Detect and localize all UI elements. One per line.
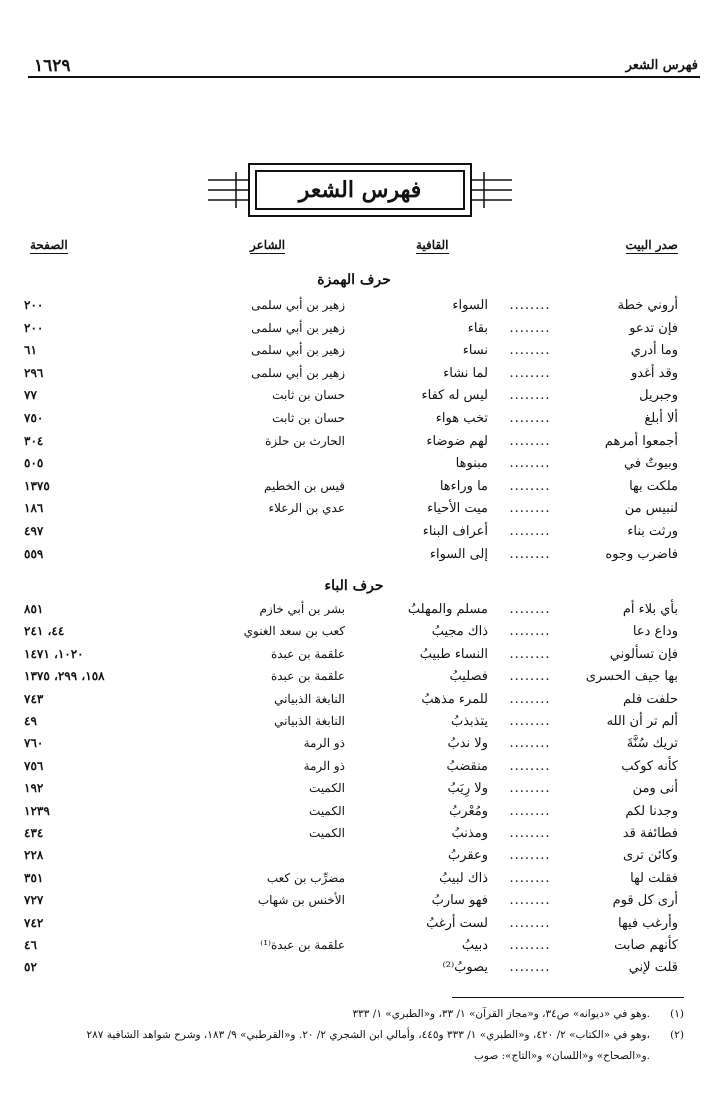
leader-dots: ........ [509, 298, 551, 313]
poet-name: حسان بن ثابت [272, 411, 345, 425]
page-reference: ٥٥٩ [24, 546, 44, 561]
running-header [28, 52, 700, 78]
index-row [0, 781, 708, 803]
page-reference: ٧٦٠ [24, 736, 44, 751]
column-first-label: صدر البيت [625, 238, 678, 252]
page-reference: ٥٢ [24, 960, 37, 975]
page-reference: ٥٠٥ [24, 456, 44, 471]
poet-name: علقمة بن عبدة [270, 669, 345, 684]
page-reference: ٧٥٦ [24, 758, 44, 773]
page-reference: ٤٤، ٢٤١ [24, 624, 65, 639]
verse-opening: ورثت بناء [627, 524, 678, 539]
rhyme-word: النساء طبيبُ [419, 646, 488, 662]
poet-name: علقمة بن عبدة [270, 646, 345, 661]
rhyme-word: للمرء مذهبُ [421, 691, 488, 707]
page-reference: ١٩٢ [24, 781, 44, 796]
leader-dots: ........ [509, 433, 551, 449]
page-reference: ٧٥٠ [24, 411, 44, 425]
leader-dots: ........ [509, 736, 551, 752]
column-rhyme-label: القافية [416, 238, 449, 252]
index-row [0, 602, 708, 624]
poet-name: عدي بن الرعلاء [268, 501, 345, 516]
verse-opening: كأنهم صابت [614, 938, 678, 953]
leader-dots: ........ [509, 826, 551, 841]
leader-dots: ........ [509, 938, 551, 953]
index-row [0, 736, 708, 758]
rhyme-word: السواء [452, 298, 488, 313]
index-row [0, 434, 708, 456]
footnote-rule [452, 997, 684, 998]
page-reference: ١٢٣٩ [24, 803, 50, 818]
page-reference: ٣٥١ [24, 870, 44, 885]
verse-opening: تريك سُنَّةَ [626, 736, 678, 752]
rhyme-word: تخب هواء [435, 411, 488, 426]
index-row [0, 411, 708, 433]
verse-opening: ملكت بها [629, 478, 678, 494]
page-reference: ٤٩ [24, 714, 37, 728]
footnote-2-number: (٢) [670, 1029, 684, 1041]
index-row [0, 388, 708, 410]
poet-name: زهير بن أبي سلمى [251, 298, 345, 312]
section-heading: حرف الباء [324, 578, 384, 594]
leader-dots: ........ [509, 411, 551, 426]
page-reference: ٤٩٧ [24, 524, 44, 538]
leader-dots: ........ [509, 365, 551, 381]
poet-name: حسان بن ثابت [272, 388, 345, 403]
verse-opening: كأنه كوكب [621, 758, 678, 774]
column-poet-label: الشاعر [250, 238, 286, 252]
index-row [0, 547, 708, 569]
verse-opening: فاضرب وجوه [605, 546, 678, 562]
leader-dots: ........ [509, 803, 551, 819]
footnote-1-text: وهو في «ديوانه» ص٣٤، و«مجاز القرآن» ١/ ٣٣، و«الطبري» ١/ ٣٣٣. [352, 1008, 650, 1020]
page-reference: ١٣٧٥ [24, 478, 50, 493]
rhyme-word: بقاء [467, 320, 488, 336]
leader-dots: ........ [509, 343, 551, 359]
verse-opening: وقد أغدو [631, 365, 678, 381]
leader-dots: ........ [509, 388, 551, 404]
rhyme-word: ولا رِيَبُ [447, 781, 488, 797]
index-row [0, 669, 708, 691]
poet-name: ذو الرمة [303, 736, 345, 751]
poet-name: زهير بن أبي سلمى [251, 365, 345, 380]
verse-opening: ألم تر أن الله [606, 714, 678, 729]
rhyme-word: أعراف البناء [422, 524, 488, 539]
rhyme-word: ومذنبُ [451, 826, 488, 841]
index-row [0, 916, 708, 938]
page-reference: ٢٢٨ [24, 848, 44, 863]
title-box-outer [248, 163, 472, 217]
index-row [0, 893, 708, 915]
leader-dots: ........ [509, 893, 551, 909]
leader-dots: ........ [509, 714, 551, 729]
rhyme-word: دبيبُ [461, 938, 488, 953]
page-reference: ٧٤٢ [24, 915, 44, 930]
rhyme-word: ذاك مجيبُ [431, 624, 488, 640]
leader-dots: ........ [509, 478, 551, 494]
verse-opening: وجبريل [639, 388, 678, 404]
rhyme-word: يتذبذبُ [450, 714, 488, 729]
rhyme-word: منقضبُ [446, 758, 488, 774]
rhyme-word: نساء [462, 343, 488, 359]
verse-opening: بها جيف الحسرى [585, 669, 678, 685]
verse-opening: قلت لإني [628, 960, 678, 976]
poet-name: الكميت [309, 803, 345, 818]
poet-name: الكميت [309, 826, 345, 840]
index-row [0, 479, 708, 501]
rhyme-word: لما نشاء [443, 365, 488, 381]
page-reference: ٧٤٣ [24, 691, 44, 706]
index-row [0, 938, 708, 960]
rhyme-word: ذاك لبيبُ [439, 870, 488, 886]
rhyme-word: إلى السواء [429, 546, 488, 562]
column-header-first [626, 238, 678, 252]
verse-opening: وداع دعا [632, 624, 678, 640]
page-reference: ٢٩٦ [24, 365, 44, 380]
index-row [0, 524, 708, 546]
poet-name: قيس بن الخطيم [264, 478, 345, 493]
leader-dots: ........ [509, 669, 551, 685]
verse-opening: لنبيس من [624, 501, 678, 517]
leader-dots: ........ [509, 848, 551, 864]
rhyme-word: فهو ساربُ [431, 893, 488, 909]
poet-name: الأخنس بن شهاب [257, 893, 345, 908]
index-row [0, 298, 708, 320]
page-reference: ٣٠٤ [24, 433, 44, 448]
page-title: فهرس الشعر [255, 170, 465, 210]
leader-dots: ........ [509, 456, 551, 472]
section-heading: حرف الهمزة [317, 272, 391, 288]
verse-opening: وأرغب فيها [618, 915, 678, 931]
poet-name: كعب بن سعد الغنوي [243, 624, 345, 639]
index-row [0, 960, 708, 982]
verse-opening: حلفت فلم [623, 691, 678, 707]
page-reference: ٨٥١ [24, 602, 44, 616]
poet-name: زهير بن أبي سلمى [251, 320, 345, 335]
footnote-2-text: وهو في «الكتاب» ٢/ ٤٢٠، و«الطبري» ١/ ٣٣٣ و٤٤٥، وأمالي ابن الشجري ٢/ ٢٠. و«القرطبي» ٩/ ١٨٣، وشرح شواهد الشافية ٢٨٧، [86, 1029, 650, 1041]
rhyme-word: ولا ندبُ [447, 736, 488, 752]
index-row [0, 624, 708, 646]
leader-dots: ........ [509, 781, 551, 797]
verse-opening: وجدنا لكم [625, 803, 678, 819]
running-title: فهرس الشعر [625, 58, 698, 73]
page-reference: ٧٢٧ [24, 893, 44, 908]
index-row [0, 456, 708, 478]
verse-opening: وبيوتٌ في [624, 456, 678, 472]
index-row [0, 759, 708, 781]
page-reference: ١٠٢٠، ١٤٧١ [24, 646, 84, 661]
page-reference: ١٨٦ [24, 501, 44, 516]
index-row [0, 501, 708, 523]
page-reference: ٦١ [24, 343, 37, 358]
verse-opening: فإن تدعو [629, 320, 678, 336]
poet-name: بشر بن أبي خازم [259, 602, 345, 616]
index-row [0, 871, 708, 893]
rhyme-word: ميت الأحياء [427, 501, 488, 517]
verse-opening: أنى ومن [632, 781, 678, 797]
page-reference: ٢٠٠ [24, 298, 44, 312]
index-row [0, 804, 708, 826]
rhyme-word: فصليبُ [449, 669, 488, 685]
rhyme-word: ومُعْربُ [449, 803, 488, 819]
page-reference: ١٥٨، ٢٩٩، ١٣٧٥ [24, 669, 105, 684]
column-page-label: الصفحة [30, 238, 68, 252]
column-header-page [30, 238, 68, 252]
verse-opening: وكائن ترى [622, 848, 678, 864]
rhyme-word: مسلم والمهلبُ [407, 602, 488, 617]
leader-dots: ........ [509, 691, 551, 707]
rhyme-word: ليس له كفاء [421, 388, 488, 404]
rhyme-word: لست أرغبُ [426, 915, 488, 931]
verse-opening: ألا أبلغ [644, 411, 678, 426]
page-reference: ٤٣٤ [24, 826, 44, 840]
rhyme-word: ما وراءها [439, 478, 488, 494]
leader-dots: ........ [509, 960, 551, 976]
leader-dots: ........ [509, 524, 551, 539]
verse-opening: وما أدري [630, 343, 678, 359]
poet-name: علقمة بن عبدة⁽¹⁾ [260, 938, 345, 952]
index-row [0, 826, 708, 848]
rhyme-word: يصوبُ⁽²⁾ [442, 960, 488, 976]
poet-name: النابغة الذبياني [274, 691, 345, 706]
verse-opening: بأي بلاء أم [622, 602, 678, 617]
rhyme-word: وعقربُ [447, 848, 488, 864]
index-row [0, 343, 708, 365]
leader-dots: ........ [509, 915, 551, 931]
leader-dots: ........ [509, 320, 551, 336]
footnote-1-number: (١) [670, 1008, 684, 1020]
page-number: ١٦٢٩ [34, 56, 71, 76]
poet-name: ذو الرمة [303, 758, 345, 773]
poet-name: الحارث بن حلزة [265, 433, 345, 448]
title-frame [208, 160, 512, 222]
leader-dots: ........ [509, 546, 551, 562]
verse-opening: أرى كل قوم [612, 893, 678, 909]
leader-dots: ........ [509, 870, 551, 886]
page-reference: ٧٧ [24, 388, 37, 403]
page-reference: ٤٦ [24, 938, 37, 952]
rhyme-word: لهم ضوضاء [426, 433, 488, 449]
rhyme-word: مبنوها [455, 456, 488, 472]
leader-dots: ........ [509, 624, 551, 640]
index-row [0, 848, 708, 870]
index-row [0, 321, 708, 343]
leader-dots: ........ [509, 646, 551, 662]
poet-name: النابغة الذبياني [274, 714, 345, 728]
column-header-rhyme [416, 238, 449, 252]
verse-opening: فإن تسألوني [609, 646, 678, 662]
verse-opening: فقلت لها [630, 870, 678, 886]
leader-dots: ........ [509, 602, 551, 617]
verse-opening: أروني خطة [617, 298, 678, 313]
index-row [0, 647, 708, 669]
verse-opening: أجمعوا أمرهم [604, 433, 678, 449]
poet-name: الكميت [309, 781, 345, 796]
footnote-2-continuation: و«الصحاح» و«اللسان» و«التاج»: صوب. [474, 1050, 650, 1062]
leader-dots: ........ [509, 758, 551, 774]
index-row [0, 366, 708, 388]
index-row [0, 692, 708, 714]
column-header-poet [250, 238, 285, 252]
header-rule [28, 76, 700, 78]
poet-name: زهير بن أبي سلمى [251, 343, 345, 358]
poet-name: مضرِّب بن كعب [266, 870, 345, 885]
index-row [0, 714, 708, 736]
verse-opening: فطائفة قد [622, 826, 678, 841]
leader-dots: ........ [509, 501, 551, 517]
page-reference: ٢٠٠ [24, 320, 44, 335]
